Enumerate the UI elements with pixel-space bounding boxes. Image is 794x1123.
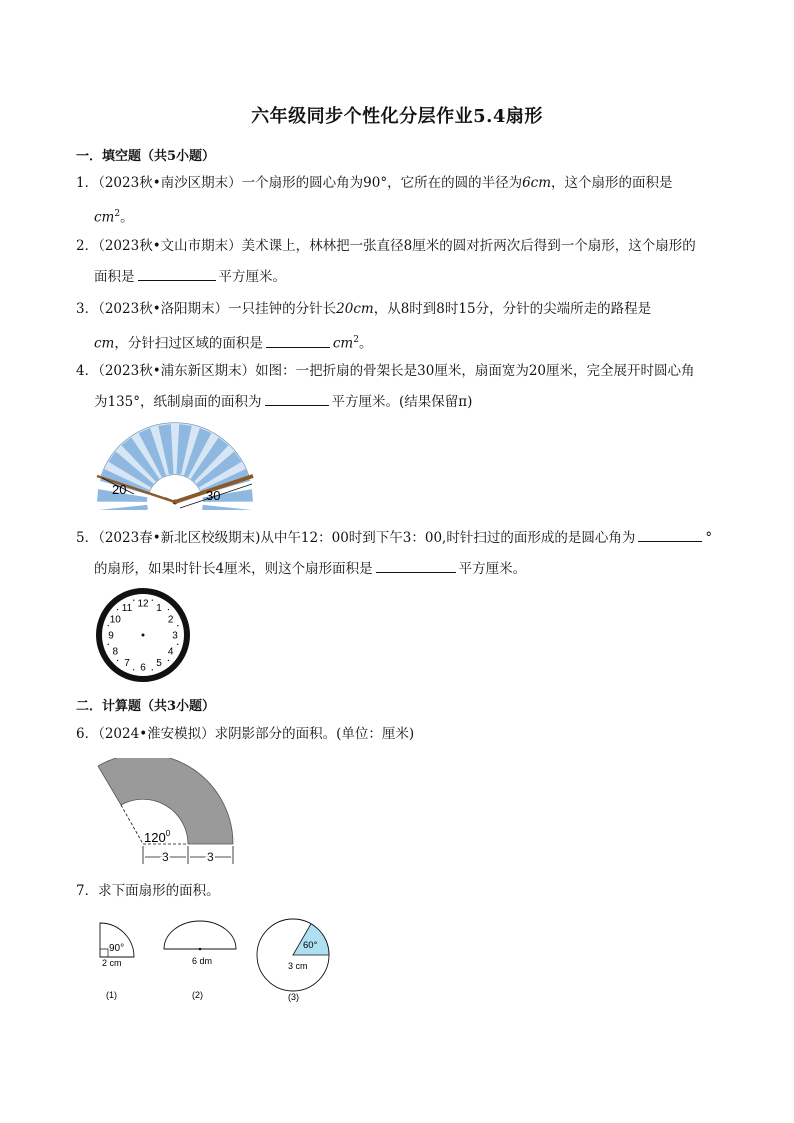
question-5-line-1: 5．（2023春•新北区校级期末)从中午12：00时到下午3：00,时针扫过的面形成的是圆心角为 ° — [76, 530, 713, 546]
clock-tick — [177, 625, 178, 626]
clock-number: 9 — [108, 630, 114, 642]
angle-label: $120^0$ — [144, 829, 171, 845]
svg-text:(1): (1) — [106, 990, 117, 1000]
section-fill-blank: 一．填空题（共5小题） — [76, 149, 216, 164]
answer-blank[interactable] — [376, 560, 456, 573]
dimension-label-20: 20 — [112, 482, 127, 497]
page-title: 六年级同步个性化分层作业5.4扇形 — [251, 106, 543, 127]
clock-number: 4 — [167, 646, 174, 658]
question-3-line-1: 3．（2023秋•洛阳期末）一只挂钟的分针长20cm，从8时到8时15分，分针的尖端所走的路程是 — [76, 301, 652, 317]
clock-tick — [117, 660, 118, 661]
section-calculation: 二．计算题（共3小题） — [76, 699, 216, 714]
clock-number: 7 — [124, 658, 130, 670]
clock-number: 11 — [121, 602, 133, 614]
circle-sector-figure — [257, 919, 329, 1002]
clock-number: 5 — [156, 658, 162, 670]
svg-text:90°: 90° — [109, 943, 125, 954]
dimension-label-inner: 3 — [162, 850, 169, 864]
quarter-sector-figure — [100, 923, 134, 1000]
sector-figures-row — [88, 915, 338, 1007]
clock-tick — [133, 600, 134, 601]
question-4-line-1: 4．（2023秋•浦东新区期末）如图：一把折扇的骨架长是30厘米，扇面宽为20厘米，完全展开时圆心角 — [76, 363, 695, 379]
fan-strip — [97, 505, 148, 510]
clock-number: 10 — [109, 614, 121, 626]
answer-blank[interactable] — [138, 268, 216, 281]
svg-text:2 cm: 2 cm — [102, 958, 122, 968]
clock-number: 1 — [156, 602, 162, 614]
dimension-label-outer: 3 — [207, 850, 214, 864]
svg-text:3 cm: 3 cm — [288, 961, 308, 971]
clock-number: 2 — [167, 614, 174, 626]
clock-number: 8 — [112, 646, 119, 658]
answer-blank[interactable] — [266, 335, 330, 348]
clock-tick — [177, 644, 178, 645]
svg-text:60°: 60° — [303, 940, 318, 951]
clock-tick — [152, 600, 153, 601]
svg-text:(2): (2) — [192, 990, 203, 1000]
question-1-line-1: 1．（2023秋•南沙区期末）一个扇形的圆心角为90°，它所在的圆的半径为6cm，这个扇形的面积是 — [76, 175, 673, 191]
clock-figure — [94, 586, 192, 684]
clock-tick — [133, 669, 134, 670]
shaded-ring-sector-figure — [92, 758, 242, 870]
clock-number: 6 — [140, 662, 146, 674]
clock-tick — [108, 644, 109, 645]
answer-blank[interactable] — [638, 529, 702, 542]
dimension-label-30: 30 — [206, 488, 221, 503]
clock-number: 3 — [172, 630, 178, 642]
fan-strip — [202, 505, 253, 510]
svg-text:(3): (3) — [288, 992, 299, 1002]
semicircle-figure — [164, 921, 236, 1000]
question-2-line-2: 面积是 平方厘米。 — [94, 269, 286, 285]
question-5-line-2: 的扇形，如果时针长4厘米，则这个扇形面积是 平方厘米。 — [94, 561, 527, 577]
question-3-line-2: cm，分针扫过区域的面积是 $cm^2$。 — [94, 335, 373, 352]
clock-tick — [108, 625, 109, 626]
question-7-line-1: 7．求下面扇形的面积。 — [76, 883, 220, 899]
clock-tick — [168, 609, 169, 610]
svg-text:6 dm: 6 dm — [192, 956, 213, 966]
clock-tick — [117, 609, 118, 610]
question-6-line-1: 6．（2024•淮安模拟）求阴影部分的面积。(单位：厘米) — [76, 726, 415, 742]
folding-fan-figure — [90, 418, 260, 510]
answer-blank[interactable] — [265, 393, 329, 406]
question-1-line-2: $cm^2$。 — [94, 209, 134, 226]
clock-number: 12 — [137, 598, 149, 610]
clock-tick — [168, 660, 169, 661]
clock-tick — [152, 669, 153, 670]
question-4-line-2: 为135°，纸制扇面的面积为 平方厘米。(结果保留π) — [94, 394, 473, 410]
question-2-line-1: 2．（2023秋•文山市期末）美术课上，林林把一张直径8厘米的圆对折两次后得到一个扇形，这个扇形的 — [76, 238, 696, 254]
